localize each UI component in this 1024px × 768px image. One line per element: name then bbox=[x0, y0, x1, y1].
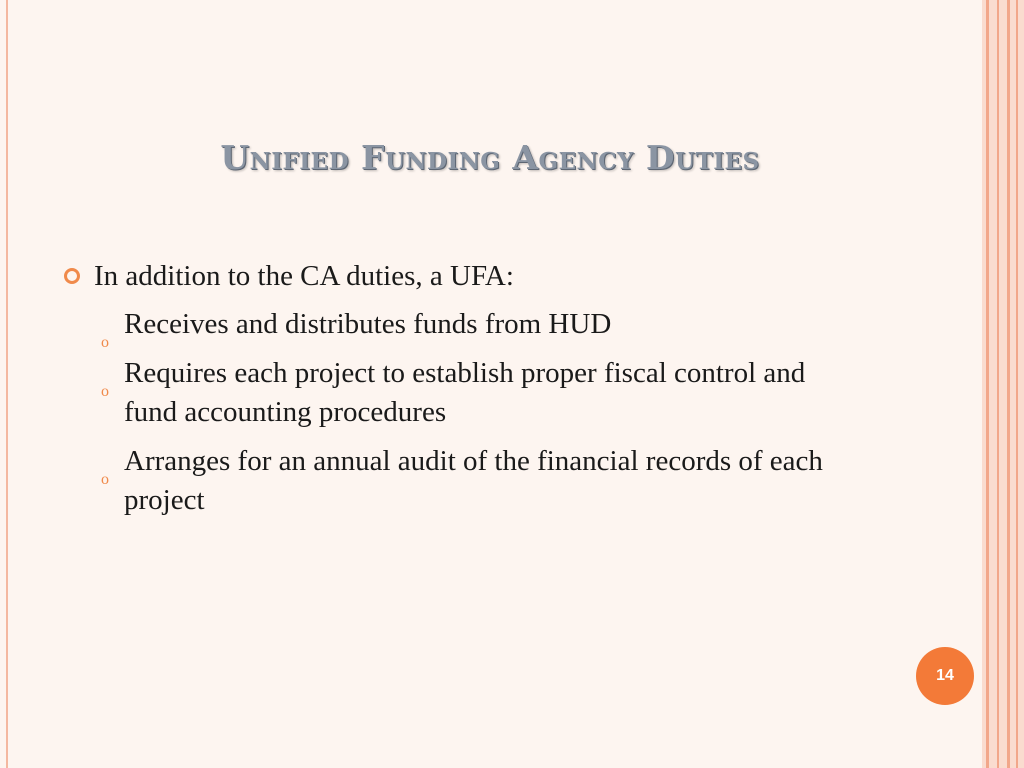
list-item: Receives and distributes funds from HUD bbox=[124, 308, 612, 340]
intro-text: In addition to the CA duties, a UFA: bbox=[94, 260, 514, 292]
bullet-circle-icon bbox=[64, 268, 80, 284]
right-border-line bbox=[997, 0, 999, 768]
right-border-line bbox=[986, 0, 989, 768]
sub-bullet-icon: o bbox=[101, 334, 109, 351]
right-border-line bbox=[1007, 0, 1010, 768]
list-item: Requires each project to establish proper fiscal control and fund accounting procedures bbox=[124, 357, 806, 428]
sub-bullet-icon: o bbox=[101, 383, 109, 400]
sub-bullet-icon: o bbox=[101, 471, 109, 488]
left-border-line bbox=[6, 0, 8, 768]
list-item: Arranges for an annual audit of the financial records of each project bbox=[124, 445, 823, 516]
page-number-badge: 14 bbox=[916, 647, 974, 705]
right-border-line bbox=[1016, 0, 1018, 768]
slide-title: Unified Funding Agency Duties bbox=[220, 138, 760, 177]
